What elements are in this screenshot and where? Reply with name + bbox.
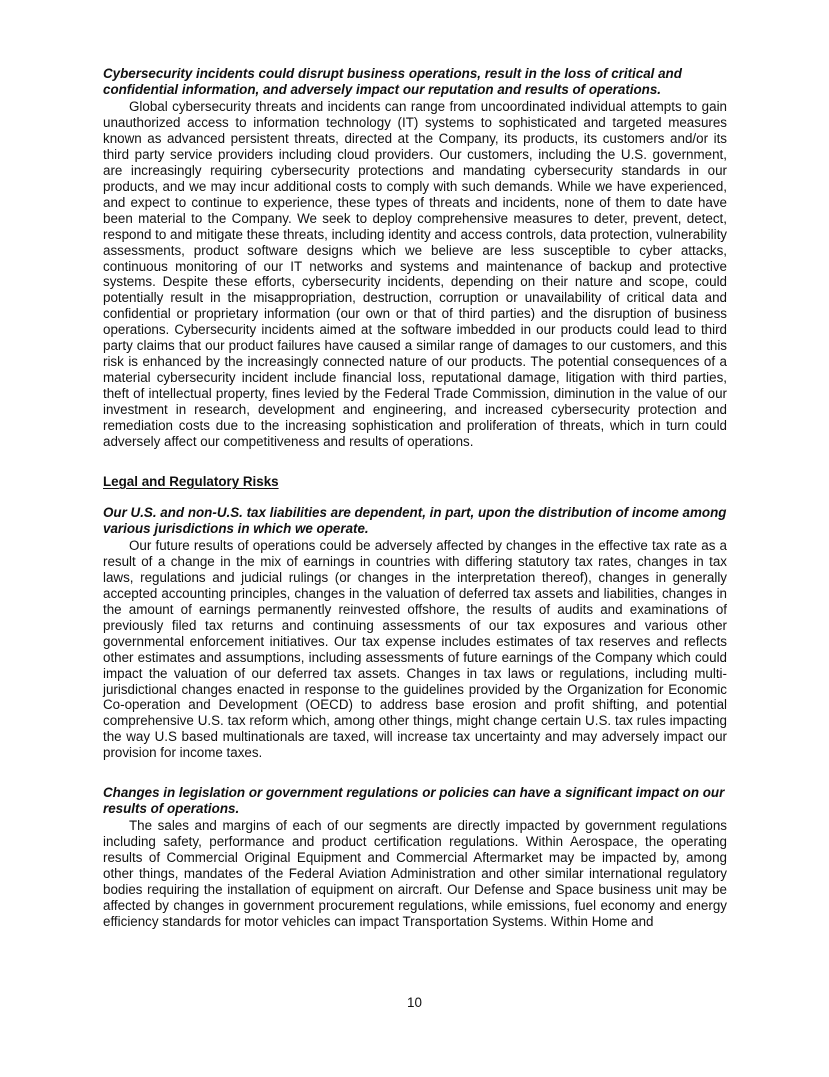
risk-body-paragraph: Global cybersecurity threats and incidents can range from uncoordinated individual attempts to gain unauthorized access to information technology (IT) systems to sophisticated and targeted measures known as advanced persistent threats, directed at the Company, its products, its customers and/or its third party service providers including cloud providers. Our customers, including the U.S. government, are increasingly requiring cybersecurity protections and mandating cybersecurity standards in our products, and we may incur additional costs to comply with such demands. While we have experienced, and expect to continue to experience, these types of threats and incidents, none of them to date have been material to the Company. We seek to deploy comprehensive measures to deter, prevent, detect, respond to and mitigate these threats, including identity and access controls, data protection, vulnerability assessments, product software designs which we believe are less susceptible to cyber attacks, continuous monitoring of our IT networks and systems and maintenance of backup and protective systems. Despite these efforts, cybersecurity incidents, depending on their nature and scope, could potentially result in the misappropriation, destruction, corruption or unavailability of critical data and confidential or proprietary information (our own or that of third parties) and the disruption of business operations. Cybersecurity incidents aimed at the software imbedded in our products could lead to third party claims that our product failures have caused a similar range of damages to our customers, and this risk is enhanced by the increasingly connected nature of our products. The potential consequences of a material cybersecurity incident include financial loss, reputational damage, litigation with third parties, theft of intellectual property, fines levied by the Federal Trade Commission, diminution in the value of our investment in research, development and engineering, and increased cybersecurity protection and remediation costs due to the increasing sophistication and proliferation of threats, which in turn could adversely affect our competitiveness and results of operations.: [103, 99, 727, 450]
section-title: Legal and Regulatory Risks: [103, 473, 279, 489]
risk-body-paragraph: Our future results of operations could be adversely affected by changes in the effective tax rate as a result of a change in the mix of earnings in countries with differing statutory tax rates, changes in tax laws, regulations and judicial rulings (or changes in the interpretation thereof), changes in generally accepted accounting principles, changes in the valuation of deferred tax assets and liabilities, changes in the amount of earnings permanently reinvested offshore, the results of audits and examinations of previously filed tax returns and continuing assessments of our tax exposures and various other governmental enforcement initiatives. Our tax expense includes estimates of tax reserves and reflects other estimates and assumptions, including assessments of future earnings of the Company which could impact the valuation of our deferred tax assets. Changes in tax laws or regulations, including multi-jurisdictional changes enacted in response to the guidelines provided by the Organization for Economic Co-operation and Development (OECD) to address base erosion and profit shifting, and potential comprehensive U.S. tax reform which, among other things, might change certain U.S. tax rules impacting the way U.S based multinationals are taxed, will increase tax uncertainty and may adversely impact our provision for income taxes.: [103, 537, 727, 761]
risk-factor-regulation: [103, 785, 727, 930]
page-number: 10: [407, 995, 422, 1010]
section-header: [103, 474, 727, 490]
risk-heading: Our U.S. and non-U.S. tax liabilities are dependent, in part, upon the distribution of income among various jurisdictions in which we operate.: [103, 504, 727, 536]
risk-factor-tax: [103, 505, 727, 761]
risk-body-paragraph: The sales and margins of each of our segments are directly impacted by government regulations including safety, performance and product certification regulations. Within Aerospace, the operating results of Commercial Original Equipment and Commercial Aftermarket may be impacted by, among other things, mandates of the Federal Aviation Administration and other similar international regulatory bodies requiring the installation of equipment on aircraft. Our Defense and Space business unit may be affected by changes in government procurement regulations, while emissions, fuel economy and energy efficiency standards for motor vehicles can impact Transportation Systems. Within Home and: [103, 818, 727, 929]
risk-heading: Changes in legislation or government regulations or policies can have a significant impact on our results of operations.: [103, 785, 725, 817]
document-page: [103, 66, 727, 930]
risk-heading: Cybersecurity incidents could disrupt business operations, result in the loss of critical and confidential information, and adversely impact our reputation and results of operations.: [103, 66, 682, 97]
risk-factor-cybersecurity: [103, 66, 727, 450]
